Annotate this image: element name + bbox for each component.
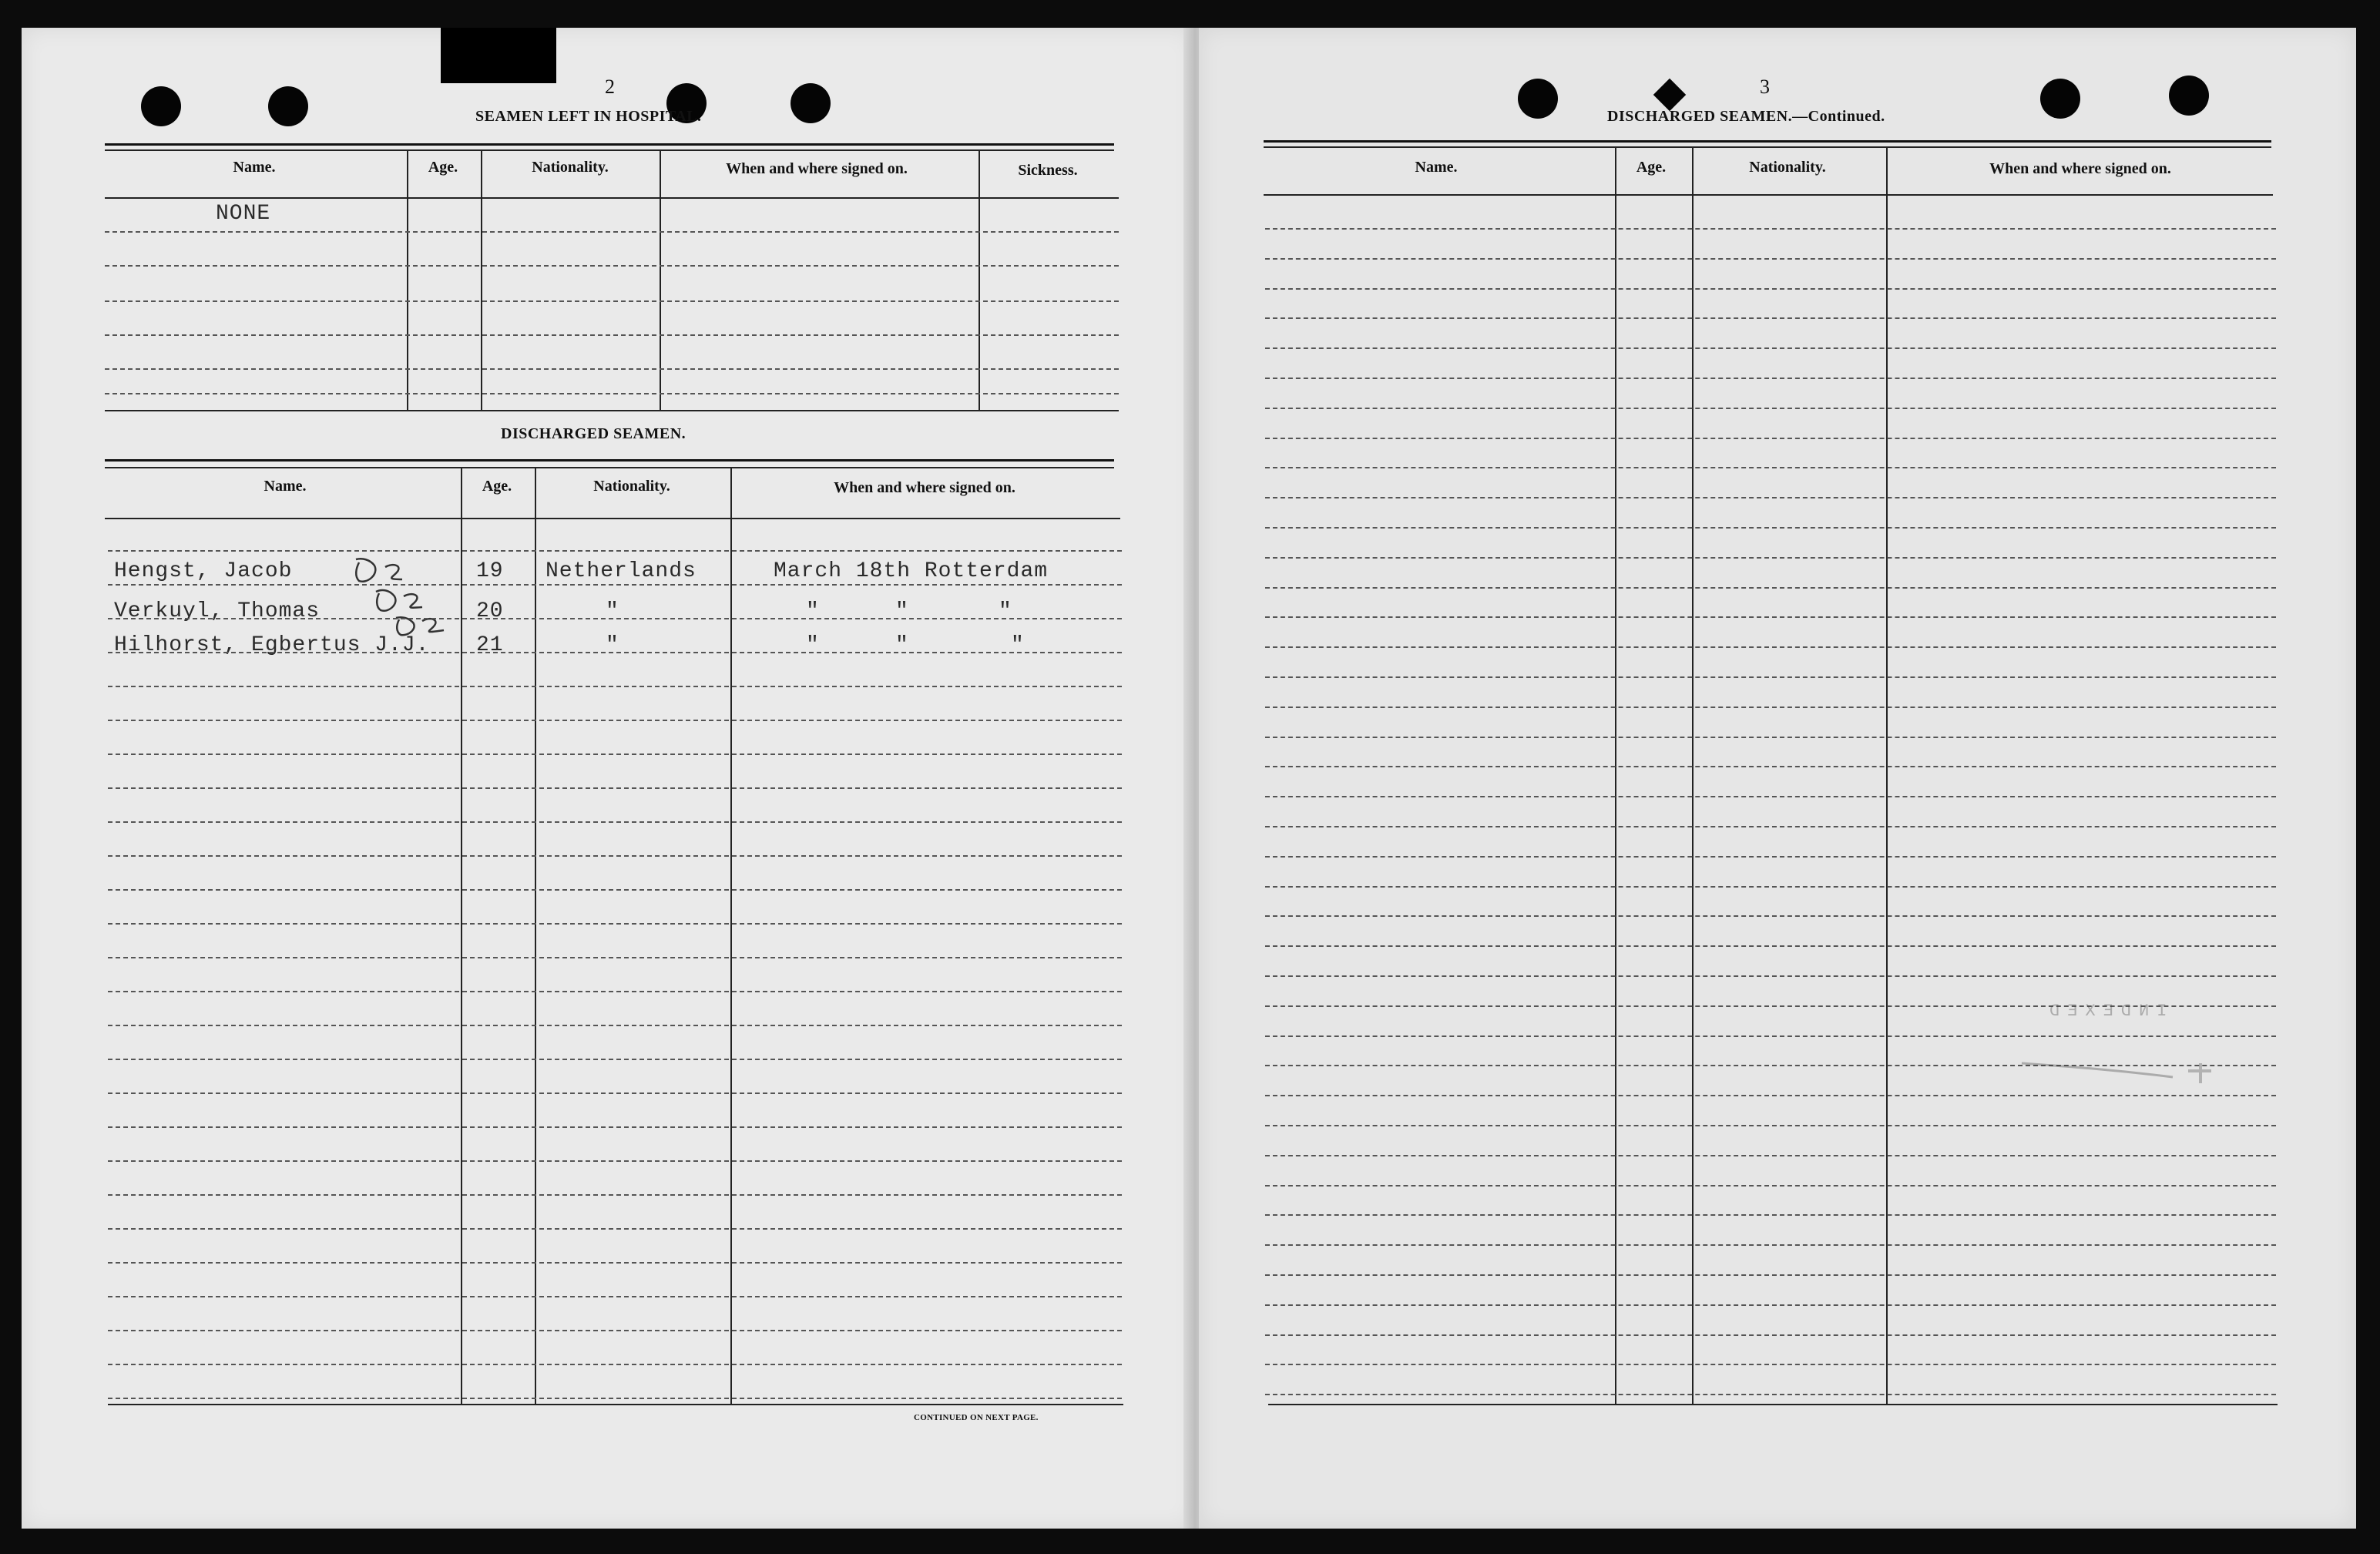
row-rule — [1265, 826, 2276, 827]
punch-hole — [2040, 79, 2080, 119]
col-header-nationality: Nationality. — [532, 159, 609, 176]
row-rule — [105, 300, 1119, 302]
table-rule — [105, 459, 1114, 462]
hospital-entry: NONE — [216, 202, 271, 226]
col-header-name: Name. — [264, 478, 307, 495]
table-rule — [105, 518, 1120, 519]
row-rule — [108, 923, 1122, 925]
row-rule — [108, 1160, 1122, 1162]
seaman-nationality: " — [606, 599, 619, 623]
col-header-signed-on: When and where signed on. — [834, 479, 1015, 496]
row-rule — [1265, 1304, 2276, 1306]
seaman-name: Hilhorst, Egbertus J.J. — [114, 633, 430, 657]
row-rule — [108, 1364, 1122, 1365]
row-rule — [1265, 1214, 2276, 1216]
ditto-mark: " — [806, 633, 820, 657]
row-rule — [105, 231, 1119, 233]
page-number: 2 — [605, 76, 615, 98]
row-rule — [108, 1059, 1122, 1060]
row-rule — [1265, 527, 2276, 529]
continued-note: CONTINUED ON NEXT PAGE. — [914, 1413, 1039, 1422]
row-rule — [1265, 1274, 2276, 1276]
row-rule — [1265, 497, 2276, 498]
punch-hole — [141, 86, 181, 126]
binding-tab — [441, 28, 556, 83]
row-rule — [1265, 408, 2276, 409]
seaman-name: Verkuyl, Thomas — [114, 599, 321, 623]
table-rule — [1264, 194, 2273, 196]
row-rule — [108, 1228, 1122, 1230]
section-title-discharged-continued: DISCHARGED SEAMEN.—Continued. — [1607, 108, 1885, 125]
ditto-mark: " — [1011, 633, 1025, 657]
col-header-name: Name. — [233, 159, 276, 176]
seaman-age: 19 — [476, 559, 504, 583]
table-rule — [1268, 1404, 2278, 1405]
col-header-signed-on: When and where signed on. — [726, 160, 908, 177]
row-rule — [108, 686, 1122, 687]
row-rule — [1265, 1364, 2276, 1365]
punch-hole — [1518, 79, 1558, 119]
row-rule — [108, 1194, 1122, 1196]
section-title-hospital: SEAMEN LEFT IN HOSPITAL. — [475, 108, 702, 125]
table-rule — [105, 410, 1119, 411]
row-rule — [108, 1296, 1122, 1297]
table-rule — [105, 467, 1114, 468]
row-rule — [1265, 587, 2276, 589]
row-rule — [105, 393, 1119, 394]
row-rule — [1265, 1185, 2276, 1186]
punch-hole — [791, 83, 831, 123]
row-rule — [1265, 557, 2276, 559]
row-rule — [108, 652, 1122, 653]
page-number: 3 — [1760, 76, 1770, 98]
row-rule — [108, 1262, 1122, 1264]
col-header-age: Age. — [428, 159, 458, 176]
table-rule — [105, 197, 1119, 199]
section-title-discharged: DISCHARGED SEAMEN. — [501, 425, 686, 442]
seaman-signed-on: March 18th Rotterdam — [774, 559, 1049, 583]
row-rule — [108, 1025, 1122, 1026]
row-rule — [1265, 258, 2276, 260]
col-header-signed-on: When and where signed on. — [1989, 160, 2171, 177]
ditto-mark: " — [895, 599, 909, 623]
seaman-age: 21 — [476, 633, 504, 657]
column-rule — [660, 149, 661, 410]
row-rule — [108, 821, 1122, 823]
row-rule — [108, 957, 1122, 958]
row-rule — [108, 754, 1122, 755]
faint-pen-mark — [2019, 1056, 2219, 1094]
left-page — [22, 28, 1194, 1529]
seaman-name: Hengst, Jacob — [114, 559, 293, 583]
row-rule — [108, 889, 1122, 891]
row-rule — [1265, 737, 2276, 738]
row-rule — [1265, 347, 2276, 349]
row-rule — [1265, 766, 2276, 767]
punch-hole — [2169, 76, 2209, 116]
ditto-mark: " — [895, 633, 909, 657]
row-rule — [108, 1092, 1122, 1094]
punch-hole — [268, 86, 308, 126]
row-rule — [108, 618, 1122, 619]
seaman-nationality: Netherlands — [545, 559, 697, 583]
row-rule — [1265, 438, 2276, 439]
row-rule — [108, 991, 1122, 992]
row-rule — [1265, 1155, 2276, 1156]
col-header-sickness: Sickness. — [1018, 162, 1078, 179]
row-rule — [1265, 1125, 2276, 1126]
table-rule — [1264, 140, 2271, 143]
row-rule — [1265, 1244, 2276, 1246]
row-rule — [1265, 288, 2276, 290]
right-page — [1199, 28, 2356, 1529]
table-rule — [1264, 146, 2271, 148]
table-rule — [105, 149, 1114, 151]
seaman-age: 20 — [476, 599, 504, 623]
row-rule — [1265, 1095, 2276, 1096]
table-rule — [108, 1404, 1123, 1405]
row-rule — [1265, 317, 2276, 319]
row-rule — [1265, 378, 2276, 379]
row-rule — [1265, 676, 2276, 678]
row-rule — [1265, 1394, 2276, 1395]
row-rule — [1265, 975, 2276, 977]
row-rule — [105, 265, 1119, 267]
row-rule — [108, 584, 1122, 586]
row-rule — [108, 787, 1122, 789]
row-rule — [1265, 707, 2276, 708]
column-rule — [407, 149, 408, 410]
row-rule — [1265, 1035, 2276, 1037]
col-header-age: Age. — [482, 478, 512, 495]
col-header-nationality: Nationality. — [1749, 159, 1826, 176]
row-rule — [105, 368, 1119, 370]
row-rule — [108, 1330, 1122, 1331]
row-rule — [108, 855, 1122, 857]
indexed-stamp: INDEXED — [2042, 1002, 2167, 1021]
row-rule — [1265, 856, 2276, 858]
table-rule — [105, 143, 1114, 146]
ditto-mark: " — [999, 599, 1012, 623]
row-rule — [1265, 228, 2276, 230]
row-rule — [1265, 796, 2276, 797]
col-header-age: Age. — [1636, 159, 1667, 176]
row-rule — [1265, 915, 2276, 917]
handwritten-mark — [348, 549, 456, 641]
row-rule — [1265, 467, 2276, 468]
row-rule — [1265, 646, 2276, 648]
row-rule — [1265, 1334, 2276, 1336]
seaman-nationality: " — [606, 633, 619, 657]
row-rule — [1265, 945, 2276, 947]
col-header-nationality: Nationality. — [593, 478, 670, 495]
ditto-mark: " — [806, 599, 820, 623]
col-header-name: Name. — [1415, 159, 1458, 176]
row-rule — [108, 1398, 1122, 1399]
row-rule — [1265, 616, 2276, 618]
column-rule — [481, 149, 482, 410]
row-rule — [105, 334, 1119, 336]
column-rule — [979, 149, 980, 410]
row-rule — [108, 550, 1122, 552]
row-rule — [108, 1126, 1122, 1128]
row-rule — [108, 720, 1122, 721]
row-rule — [1265, 886, 2276, 888]
